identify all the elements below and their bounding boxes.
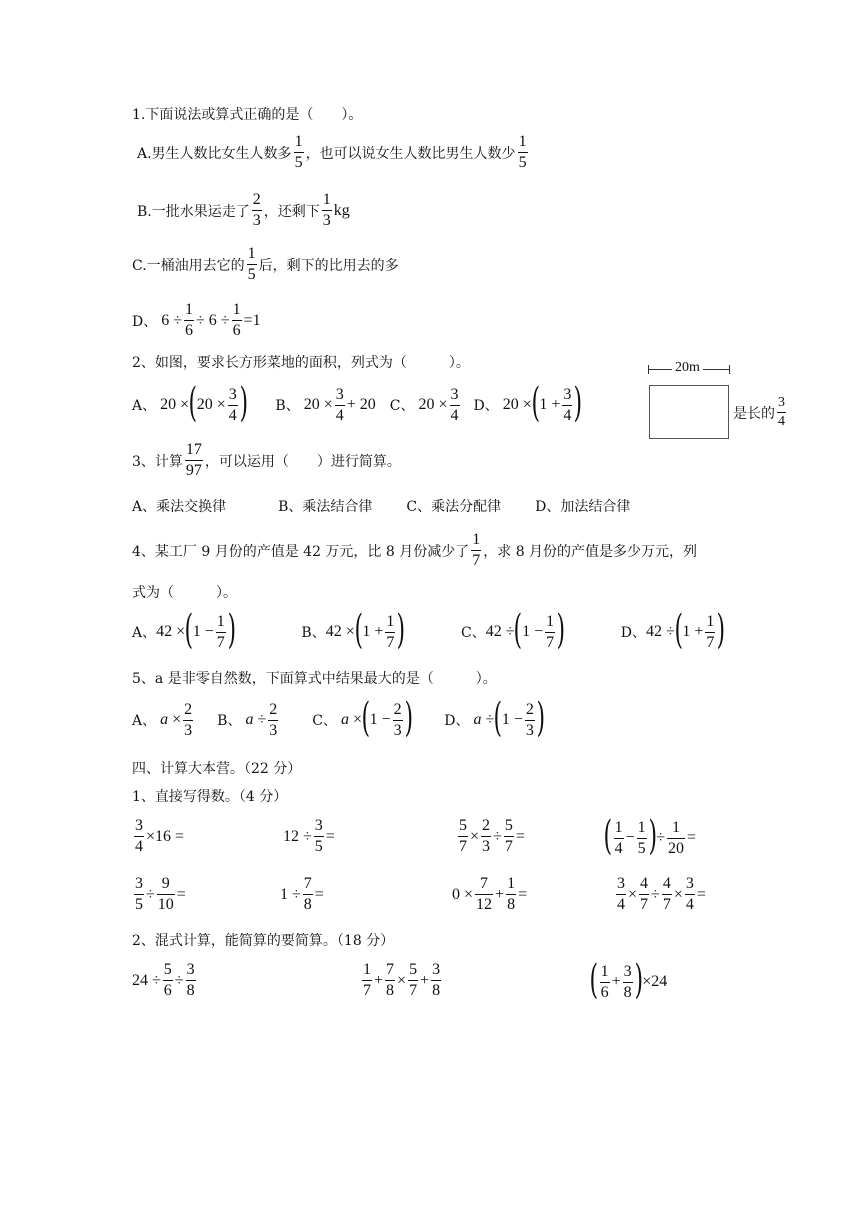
q1-option-a: A.男生人数比女生人数多 1 5 ，也可以说女生人数比男生人数少 1 5 (137, 133, 527, 171)
calc-1: $\frac{3}{4}$ ×16 = (135, 817, 185, 855)
q5-stem: 5、a 是非零自然数，下面算式中结果最大的是（ ）。 (132, 671, 497, 687)
calc-3: $\frac{5}{7}$ × $\frac{2}{3}$ ÷ $\frac{5}{7}$ = (459, 817, 525, 855)
figure-width-label: 20m (672, 360, 703, 376)
q1-option-d: D、 6 ÷ $\frac{1}{6}$ ÷ 6 ÷ $\frac{1}{6}$ =1 (132, 301, 261, 339)
q2-stem: 2、如图，要求长方形菜地的面积，列式为（ ）。 (132, 355, 470, 371)
section4-part2-title: 2、混式计算，能简算的要简算。（18 分） (132, 933, 395, 949)
q4-stem: 4、某工厂 9 月份的产值是 42 万元，比 8 月份减少了 1 7 ，求 8 月份的产值是多少万元，列 (132, 531, 698, 569)
q1-option-b: B.一批水果运走了 2 3 ，还剩下 1 3 kg (137, 191, 350, 229)
section4-part1-title: 1、直接写得数。（4 分） (132, 789, 288, 805)
q5-options: A、 a × $\frac{2}{3}$ B、 a ÷ $\frac{2}{3}$ C、 a × ( 1 − $\frac{2}{3}$ ) D、 a ÷ ( 1 − $\frac{2}{3}$ ) (132, 695, 545, 741)
section4-title: 四、计算大本营。（22 分） (132, 761, 302, 777)
calc-2: 12 ÷ $\frac{3}{5}$ = (283, 817, 335, 855)
figure-side-label: 是长的 3 4 (733, 395, 785, 429)
calc-8: $\frac{3}{4}$ × $\frac{4}{7}$ ÷ $\frac{4}{7}$ × $\frac{3}{4}$ = (617, 875, 706, 913)
q4-options: A、 42 × ( 1 − $\frac{1}{7}$ ) B、 42 × ( 1 + $\frac{1}{7}$ ) C、 42 ÷ ( 1 − $\frac{1}{7}$ ) D、 42 ÷ ( 1 + $\frac{1}{7}$ ) (132, 607, 726, 653)
mixed-calc-3: ( 1 6 + $\frac{3}{8}$ ) ×24 (589, 957, 668, 1003)
q2-options: A、 20 × ( 20 × $\frac{3}{4}$ ) B、 20 × $\frac{3}{4}$ + 20 C、 20 × $\frac{3}{4}$ D、 20 × ( 1 + $\frac{3}{4}$ ) (132, 380, 583, 426)
calc-7: 0 × $\frac{7}{12}$ + $\frac{1}{8}$ = (452, 875, 528, 913)
calc-5: $\frac{3}{5}$ ÷ $\frac{9}{10}$ = (135, 875, 186, 913)
calc-6: 1 ÷ $\frac{7}{8}$ = (280, 875, 324, 913)
q3-options: A、乘法交换律 B、乘法结合律 C、乘法分配律 D、加法结合律 (132, 499, 631, 515)
mixed-calc-2: 1 7 + $\frac{7}{8}$ × $\frac{5}{7}$ + $\frac{3}{8}$ (363, 961, 441, 999)
q4-stem-line2: 式为（ ）。 (132, 585, 237, 601)
q1-option-c: C.一桶油用去它的 1 5 后，剩下的比用去的多 (132, 245, 399, 283)
mixed-calc-1: 24 ÷ $\frac{5}{6}$ ÷ $\frac{3}{8}$ (132, 961, 195, 999)
figure-rectangle (649, 385, 729, 439)
calc-4: ( 1 4 − $\frac{1}{5}$ ) ÷ $\frac{1}{20}$ = (603, 813, 697, 859)
q1-stem: 1.下面说法或算式正确的是（ ）。 (132, 107, 363, 123)
q3-stem: 3、计算 17 97 ，可以运用（ ）进行简算。 (132, 441, 401, 479)
